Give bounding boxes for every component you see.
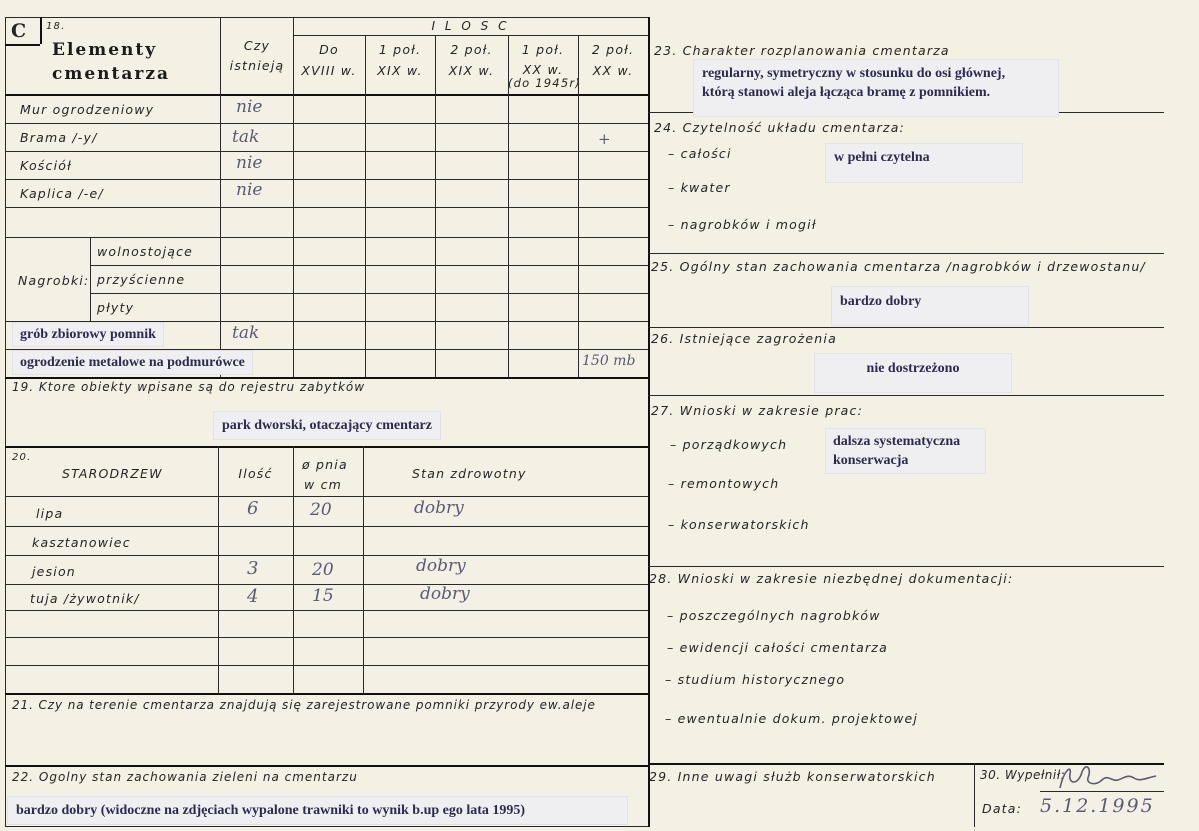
section-24-label: 24. Czytelność układu cmentarza: xyxy=(654,120,905,135)
tree-header-diameter-line1: ø pnia xyxy=(302,457,348,472)
tree-header-count: Ilość xyxy=(238,466,273,481)
ilosc-header: I L O S C xyxy=(431,19,510,33)
rule xyxy=(293,35,648,36)
section-27-item: – porządkowych xyxy=(670,437,788,452)
section-19-answer: park dworski, otaczający cmentarz xyxy=(214,412,440,439)
tree-count: 3 xyxy=(247,558,259,579)
section-19-label: 19. Ktore obiekty wpisane są do rejestru zabytków xyxy=(12,380,366,394)
section-28-item: – ewidencji całości cmentarza xyxy=(667,640,888,655)
section-24-answer: w pełni czytelna xyxy=(826,144,1022,182)
section-30-label: 30. Wypełnił: xyxy=(980,768,1066,782)
period-header: XX w. xyxy=(522,62,564,77)
period-header: XVIII w. xyxy=(301,63,357,78)
handwritten-ogrodzenie-length: 150 mb xyxy=(582,353,636,369)
period-header: 2 poł. xyxy=(450,42,493,57)
czy-header-line1: Czy xyxy=(243,38,271,53)
tree-name: lipa xyxy=(36,506,64,521)
section-27-item: – remontowych xyxy=(668,476,780,491)
period-header: XIX w. xyxy=(448,63,495,78)
handwritten-grob: tak xyxy=(232,323,260,343)
tree-name: jesion xyxy=(32,564,76,579)
section-28-label: 28. Wnioski w zakresie niezbędnej dokumentacji: xyxy=(649,571,1014,586)
tree-state: dobry xyxy=(414,498,464,518)
section-27-label: 27. Wnioski w zakresie prac: xyxy=(651,403,864,418)
tree-header-name: STARODRZEW xyxy=(62,466,163,481)
section-18-title-line2: cmentarza xyxy=(52,64,171,84)
section-26-label: 26. Istniejące zagrożenia xyxy=(651,331,837,346)
tree-diameter: 15 xyxy=(312,586,334,606)
section-23-label: 23. Charakter rozplanowania cmentarza xyxy=(654,43,950,58)
section-27-answer-line2: konserwacja xyxy=(833,453,909,468)
row-label-brama: Brama /-y/ xyxy=(20,130,98,145)
added-row-grob: grób zbiorowy pomnik xyxy=(13,323,163,346)
signature-image xyxy=(1052,760,1162,794)
section-27-answer-line1: dalsza systematyczna xyxy=(833,434,961,449)
panel-divider xyxy=(648,17,650,827)
handwritten-kaplica: nie xyxy=(236,180,263,200)
section-28-item: – poszczególnych nagrobków xyxy=(667,608,881,623)
date-value: 5.12.1995 xyxy=(1040,795,1155,817)
period-header: XX w. xyxy=(592,63,634,78)
card-letter: C xyxy=(11,20,28,42)
row-label-plyty: płyty xyxy=(97,300,135,315)
period-header: XIX w. xyxy=(377,63,423,78)
tree-diameter: 20 xyxy=(310,500,332,520)
rule xyxy=(5,17,648,18)
period-header: 1 poł. xyxy=(521,42,565,57)
section-22-label: 22. Ogolny stan zachowania zieleni na cmentarzu xyxy=(12,770,358,784)
section-20-number: 20. xyxy=(12,452,32,463)
section-21-label: 21. Czy na terenie cmentarza znajdują się zarejestrowane pomniki przyrody ew.aleje xyxy=(12,698,596,712)
section-24-item: – kwater xyxy=(668,180,731,195)
added-row-ogrodzenie: ogrodzenie metalowe na podmurówce xyxy=(13,351,252,374)
section-23-answer xyxy=(694,60,1058,116)
tree-count: 4 xyxy=(247,586,259,607)
section-25-answer: bardzo dobry xyxy=(832,287,1028,325)
section-22-answer: bardzo dobry (widoczne na zdjęciach wypalone trawniki to wynik b.up ego lata 1995) xyxy=(8,797,627,824)
handwritten-brama-mark: + xyxy=(598,130,611,148)
section-28-item: – studium historycznego xyxy=(665,672,846,687)
row-label-przyscienne: przyścienne xyxy=(97,272,186,287)
czy-header-line2: istnieją xyxy=(229,58,285,73)
tree-name: tuja /żywotnik/ xyxy=(30,591,140,606)
tree-header-diameter-line2: w cm xyxy=(304,477,343,492)
tree-state: dobry xyxy=(416,556,466,576)
section-28-item: – ewentualnie dokum. projektowej xyxy=(665,711,919,726)
row-label-mur: Mur ogrodzeniowy xyxy=(20,102,155,117)
section-23-answer-line2: którą stanowi aleja łącząca bramę z pomnikiem. xyxy=(702,85,991,100)
period-header: 1 poł. xyxy=(378,42,422,57)
section-24-item: – całości xyxy=(668,146,732,161)
row-label-nagrobki: Nagrobki: xyxy=(18,273,90,288)
period-header: Do xyxy=(319,42,339,57)
date-label: Data: xyxy=(982,801,1023,816)
section-24-item: – nagrobków i mogił xyxy=(668,217,817,232)
handwritten-kosciol: nie xyxy=(236,153,263,173)
section-18-title-line1: Elementy xyxy=(52,40,158,60)
row-label-kaplica: Kaplica /-e/ xyxy=(20,186,104,201)
rule xyxy=(5,17,6,827)
period-header: (do 1945r) xyxy=(508,76,581,90)
row-label-wolnostojace: wolnostojące xyxy=(97,244,194,259)
handwritten-brama: tak xyxy=(232,127,260,147)
section-18-number: 18. xyxy=(46,21,66,32)
tree-header-state: Stan zdrowotny xyxy=(412,466,527,481)
rule xyxy=(5,94,648,96)
tree-count: 6 xyxy=(247,498,259,519)
section-23-answer-line1: regularny, symetryczny w stosunku do osi głównej, xyxy=(702,66,1006,81)
section-25-label: 25. Ogólny stan zachowania cmentarza /nagrobków i drzewostanu/ xyxy=(651,259,1146,274)
section-26-answer: nie dostrzeżono xyxy=(815,354,1011,392)
tree-name: kasztanowiec xyxy=(32,535,131,550)
period-header: 2 poł. xyxy=(591,42,635,57)
section-29-label: 29. Inne uwagi służb konserwatorskich xyxy=(649,769,936,784)
row-label-kosciol: Kościół xyxy=(20,158,72,173)
tree-diameter: 20 xyxy=(312,560,334,580)
tree-state: dobry xyxy=(420,584,470,604)
handwritten-mur: nie xyxy=(236,97,263,117)
section-27-answer xyxy=(826,429,985,473)
section-27-item: – konserwatorskich xyxy=(668,517,810,532)
